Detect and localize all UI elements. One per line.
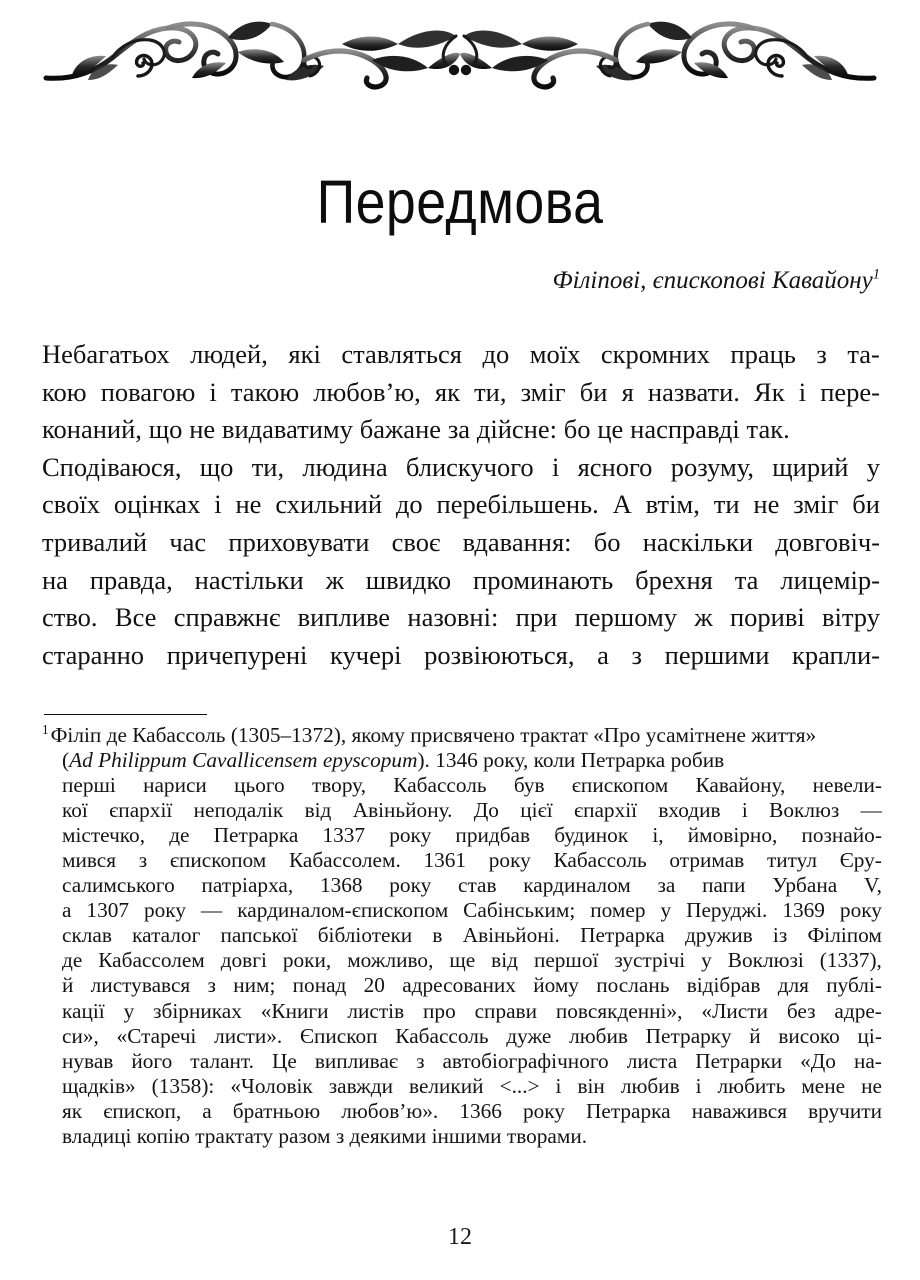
dedication-text: Філіпові, єпископові Кавайону xyxy=(552,267,873,294)
footnote-line: як єпископ, а братньою любов’ю». 1366 року Петрарка наважився вручити xyxy=(62,1098,882,1123)
footnote-line-text: ). 1346 року, коли Петрарка робив xyxy=(417,748,725,773)
footnote-line: містечко, де Петрарка 1337 року придбав будинок і, ймовірно, познайо- xyxy=(62,823,882,848)
footnote-line xyxy=(42,723,882,748)
body-line: своїх оцінках і не схильний до перебільшень. А втім, ти не зміг би xyxy=(42,489,880,520)
footnote-line: й листувався з ним; понад 20 адресованих йому послань відібрав для публі- xyxy=(62,973,882,998)
page-number: 12 xyxy=(448,1224,472,1250)
footnote-line: си», «Старечі листи». Єпископ Кабассоль дуже любив Петрарку й високо ці- xyxy=(62,1023,882,1048)
page-title: Передмова xyxy=(316,167,604,236)
body-line: на правда, настільки ж швидко проминають брехня та лицемір- xyxy=(42,564,880,595)
footnote-line: а 1307 року — кардиналом-єпископом Сабінським; помер у Перуджі. 1369 року xyxy=(62,898,882,923)
footnote-line: (Ad Philippum Cavallicensem epyscopum). 1346 року, коли Петрарка робив xyxy=(62,748,725,773)
footnote-line: кації у збірниках «Книги листів про справи повсякденні», «Листи без адре- xyxy=(62,998,882,1023)
body-line: конаний, що не видаватиму бажане за дійсне: бо це насправді так. xyxy=(42,414,790,445)
footnote-line: перші нариси цього твору, Кабассоль був єпископом Кавайону, невели- xyxy=(62,773,882,798)
body-line: старанно причепурені кучері розвіюються, а з першими крапли- xyxy=(42,639,880,670)
body-line: ство. Все справжнє випливе назовні: при першому ж пориві вітру xyxy=(42,602,880,633)
footnote-line: склав каталог папської бібліотеки в Авіньйоні. Петрарка дружив із Філіпом xyxy=(62,923,882,948)
body-paragraph xyxy=(42,336,880,674)
footnote-line: де Кабассолем довгі роки, можливо, ще від першої зустрічі у Воклюзі (1337), xyxy=(62,948,882,973)
dedication-line xyxy=(42,266,880,296)
dedication-footnote-marker: 1 xyxy=(872,266,880,283)
footnote-line: кої єпархії неподалік від Авіньйону. До цієї єпархії входив і Воклюз — xyxy=(62,798,882,823)
body-line: тривалий час приховувати своє вдавання: бо наскільки довговіч- xyxy=(42,526,880,557)
footnote-line: владиці копію трактату разом з деякими іншими творами. xyxy=(62,1123,588,1148)
floral-scroll-ornament xyxy=(42,18,878,90)
footnote-block xyxy=(42,723,882,1149)
footnote-line: щадків» (1358): «Чоловік завжди великий <...> і він любив і любить мене не xyxy=(62,1073,882,1098)
footnote-marker: 1 xyxy=(42,721,49,737)
footnote-line: мився з єпископом Кабассолем. 1361 року Кабассоль отримав титул Єру- xyxy=(62,848,882,873)
footnote-latin-title: Ad Philippum Cavallicensem epyscopum xyxy=(69,748,418,773)
body-line: кою повагою і такою любов’ю, як ти, зміг би я назвати. Як і пере- xyxy=(42,376,880,407)
footnote-line: салимського патріарха, 1368 року став кардиналом за папи Урбана V, xyxy=(62,873,882,898)
footnote-line-text: Філіп де Кабассоль (1305–1372), якому присвячено трактат «Про усамітнене життя» xyxy=(50,723,817,747)
body-line: Сподіваюся, що ти, людина блискучого і ясного розуму, щирий у xyxy=(42,451,880,482)
body-line: Небагатьох людей, які ставляться до моїх скромних праць з та- xyxy=(42,339,880,369)
footnote-separator-rule xyxy=(44,714,207,715)
footnote-line: нував його талант. Це випливає з автобіографічного листа Петрарки «До на- xyxy=(62,1048,882,1073)
